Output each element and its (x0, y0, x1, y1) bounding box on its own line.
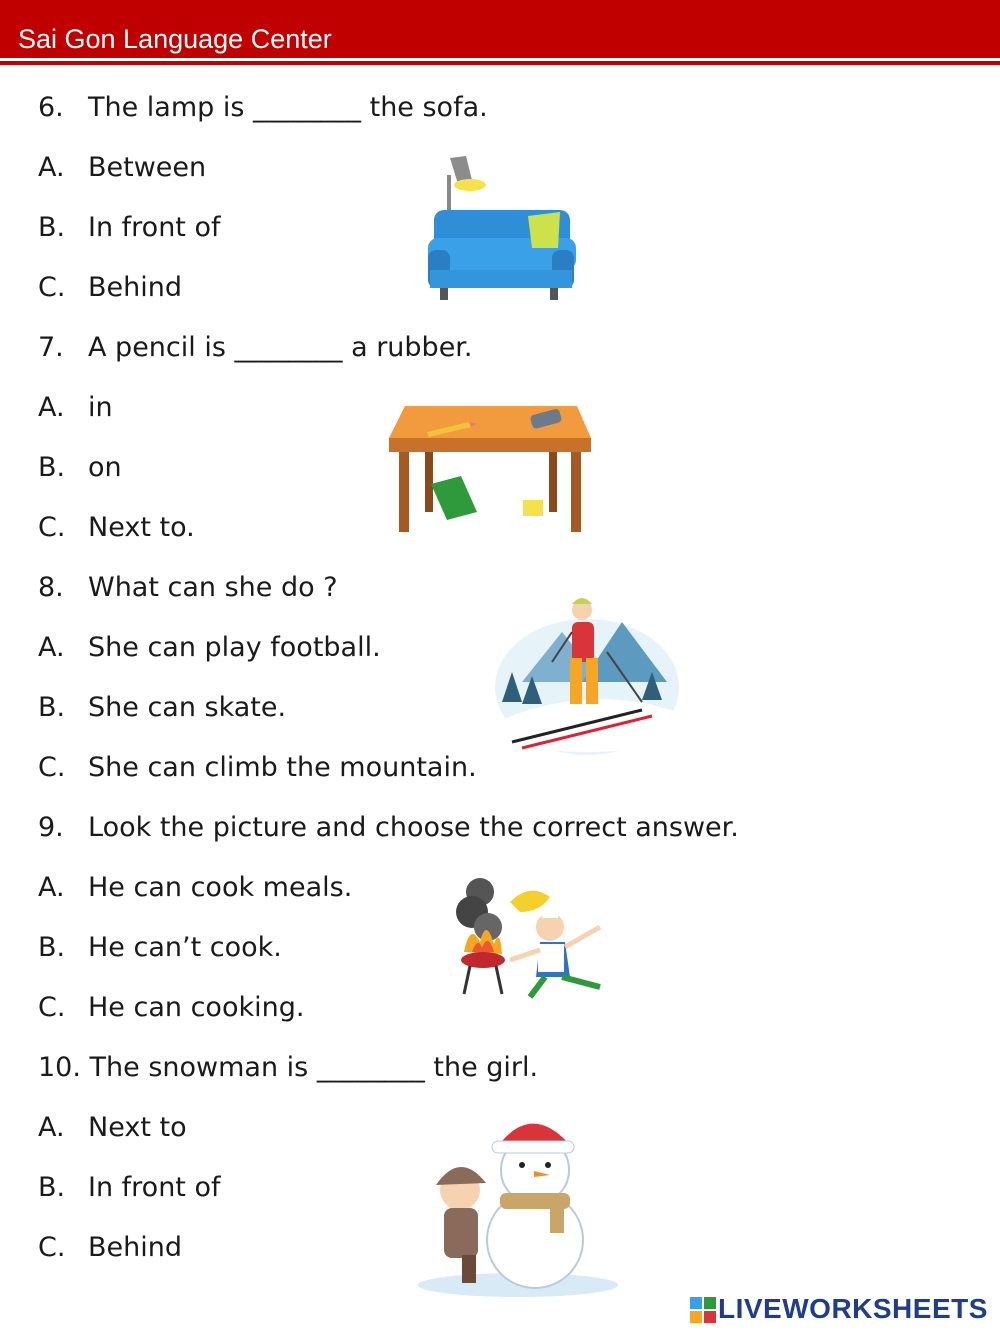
question-6: 6. The lamp is ________ the sofa. (38, 92, 488, 123)
question-9: 9. Look the picture and choose the correct answer. (38, 812, 739, 843)
option-9a[interactable]: A. He can cook meals. (38, 872, 353, 903)
option-6b[interactable]: B. In front of (38, 212, 221, 243)
question-8: 8. What can she do ? (38, 572, 338, 603)
question-10: 10. The snowman is ________ the girl. (38, 1052, 539, 1083)
lamp-sofa-picture (420, 150, 580, 305)
option-7b[interactable]: B. on (38, 452, 122, 483)
liveworksheets-logo (690, 1293, 990, 1325)
option-9c[interactable]: C. He can cooking. (38, 992, 305, 1023)
snowman-girl-picture (410, 1105, 625, 1300)
option-7c[interactable]: C. Next to. (38, 512, 195, 543)
option-10b[interactable]: B. In front of (38, 1172, 221, 1203)
option-6c[interactable]: C. Behind (38, 272, 182, 303)
option-8b[interactable]: B. She can skate. (38, 692, 287, 723)
option-6a[interactable]: A. Between (38, 152, 207, 183)
header-divider (0, 61, 1000, 65)
question-7: 7. A pencil is ________ a rubber. (38, 332, 473, 363)
girl-skiing-picture (492, 592, 682, 757)
boy-grill-fire-picture (450, 872, 625, 1007)
option-9b[interactable]: B. He can’t cook. (38, 932, 282, 963)
option-10c[interactable]: C. Behind (38, 1232, 182, 1263)
table-pencil-rubber-picture (385, 402, 595, 537)
logo-icon (690, 1297, 716, 1323)
option-8a[interactable]: A. She can play football. (38, 632, 381, 663)
logo-text: LIVEWORKSHEETS (718, 1293, 988, 1324)
page-title: Sai Gon Language Center (18, 24, 332, 54)
option-7a[interactable]: A. in (38, 392, 113, 423)
option-10a[interactable]: A. Next to (38, 1112, 187, 1143)
option-8c[interactable]: C. She can climb the mountain. (38, 752, 477, 783)
